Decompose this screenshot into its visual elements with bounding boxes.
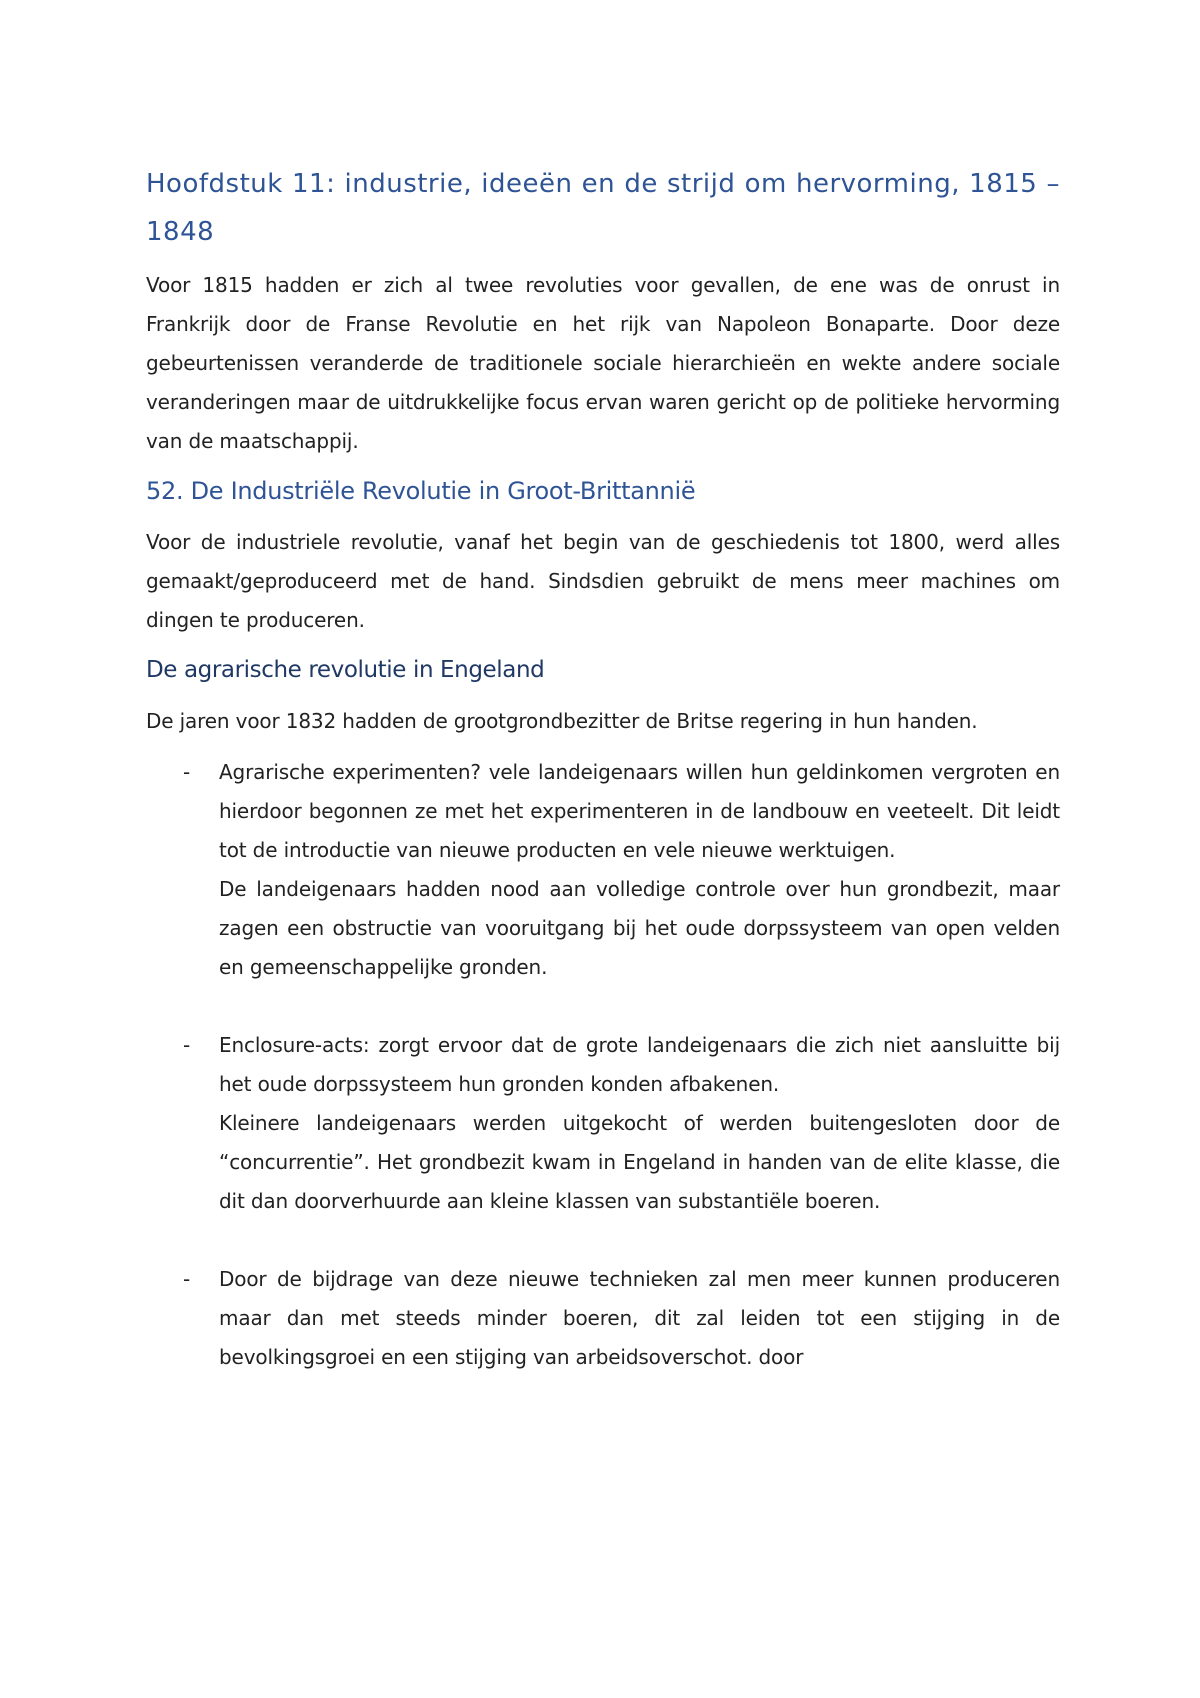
document-page	[146, 160, 1060, 1416]
list-item-text: Agrarische experimenten? vele landeigenaars willen hun geldinkomen vergroten en hierdoor begonnen ze met het experimenteren in de landbouw en veeteelt. Dit leidt tot de introductie van nieuwe producten en vele nieuwe werktuigen.	[219, 760, 1060, 862]
list-item	[146, 1260, 1060, 1377]
list-item-text: Kleinere landeigenaars werden uitgekocht of werden buitengesloten door de “concurrentie”. Het grondbezit kwam in Engeland in handen van de elite klasse, die dit dan doorverhuurde aan kleine klassen van substantiële boeren.	[219, 1111, 1060, 1213]
section-heading-52: 52. De Industriële Revolutie in Groot-Brittannië	[146, 477, 696, 505]
list-item-text: Door de bijdrage van deze nieuwe technieken zal men meer kunnen produceren maar dan met steeds minder boeren, dit zal leiden tot een stijging in de bevolkingsgroei en een stijging van arbeidsoverschot. door	[219, 1267, 1060, 1369]
list-item-text: De landeigenaars hadden nood aan volledige controle over hun grondbezit, maar zagen een obstructie van vooruitgang bij het oude dorpssysteem van open velden en gemeenschappelijke gronden.	[219, 877, 1060, 979]
list-item	[146, 1026, 1060, 1221]
list-item-text: Enclosure-acts: zorgt ervoor dat de grote landeigenaars die zich niet aansluitte bij het oude dorpssysteem hun gronden konden afbakenen.	[219, 1033, 1060, 1096]
bullet-dash: -	[183, 760, 191, 784]
bullet-dash: -	[183, 1033, 191, 1057]
chapter-heading: Hoofdstuk 11: industrie, ideeën en de strijd om hervorming, 1815 – 1848	[146, 169, 1060, 247]
bullet-list	[146, 753, 1060, 1377]
subsection-heading-agrarian: De agrarische revolutie in Engeland	[146, 657, 545, 683]
bullet-dash: -	[183, 1267, 191, 1291]
agrarian-paragraph: De jaren voor 1832 hadden de grootgrondbezitter de Britse regering in hun handen.	[146, 709, 978, 733]
intro-paragraph: Voor 1815 hadden er zich al twee revoluties voor gevallen, de ene was de onrust in Frankrijk door de Franse Revolutie en het rijk van Napoleon Bonaparte. Door deze gebeurtenissen veranderde de traditionele sociale hierarchieën en wekte andere sociale veranderingen maar de uitdrukkelijke focus ervan waren gericht op de politieke hervorming van de maatschappij.	[146, 273, 1060, 453]
section-52-paragraph: Voor de industriele revolutie, vanaf het begin van de geschiedenis tot 1800, werd alles gemaakt/geproduceerd met de hand. Sindsdien gebruikt de mens meer machines om dingen te produceren.	[146, 530, 1060, 632]
list-item	[146, 753, 1060, 987]
